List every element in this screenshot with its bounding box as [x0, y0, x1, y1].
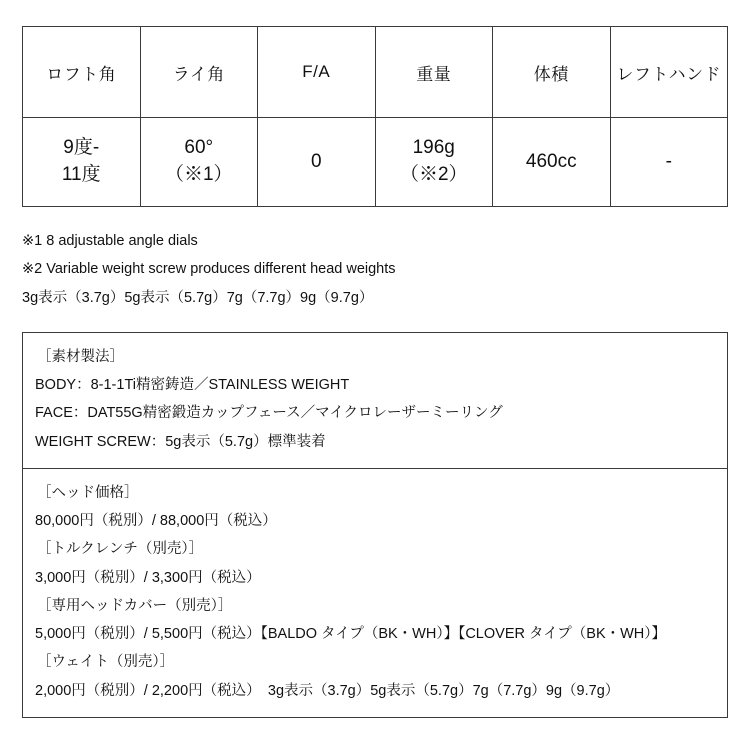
cell-fa-line1: 0 [310, 150, 322, 172]
cell-weight-line1: 196g [412, 137, 455, 159]
price-section [23, 468, 727, 717]
cell-fa [258, 118, 376, 207]
spec-table-head [23, 27, 728, 118]
table-header-row [23, 27, 728, 118]
wrench-price-heading: ［トルクレンチ（別売）］ [37, 541, 204, 558]
headcover-price-heading: ［専用ヘッドカバー（別売）］ [37, 597, 233, 614]
cell-lie-line2: （※1） [164, 164, 233, 185]
column-header-loft: ロフト角 [23, 27, 141, 118]
spec-table-body [23, 118, 728, 207]
cell-lefthand [610, 118, 728, 207]
cell-lefthand-line1: - [665, 150, 672, 172]
weight-price-heading: ［ウェイト（別売）］ [37, 654, 175, 671]
cell-lie-line1: 60° [184, 137, 214, 159]
column-header-volume: 体積 [493, 27, 611, 118]
headcover-price-value: 5,000円（税別）/ 5,500円（税込）【BALDO タイプ（BK・WH）】【CLOVER タイプ（BK・WH）】 [35, 626, 667, 643]
footnote-1: ※1 8 adjustable angle dials [22, 233, 198, 249]
material-face-line: FACE：DAT55G精密鍛造カップフェース／マイクロレーザーミーリング [35, 405, 503, 422]
material-heading: ［素材製法］ [37, 348, 124, 365]
weight-price-value: 2,000円（税別）/ 2,200円（税込） 3g表示（3.7g）5g表示（5.7g）7g（7.7g）9g（9.7g） [35, 682, 620, 699]
head-price-value: 80,000円（税別）/ 88,000円（税込） [35, 513, 277, 530]
cell-volume [493, 118, 611, 207]
footnote-2: ※2 Variable weight screw produces different head weights [22, 261, 396, 278]
cell-lie [140, 118, 258, 207]
cell-weight-line2: （※2） [399, 164, 468, 185]
footnotes [22, 227, 728, 312]
wrench-price-value: 3,000円（税別）/ 3,300円（税込） [35, 569, 261, 586]
cell-loft-line1: 9度- [63, 137, 100, 159]
column-header-fa: F/A [258, 27, 376, 118]
table-row [23, 118, 728, 207]
footnote-3: 3g表示（3.7g）5g表示（5.7g）7g（7.7g）9g（9.7g） [22, 289, 374, 306]
material-weightscrew-line: WEIGHT SCREW：5g表示（5.7g）標準装着 [35, 433, 326, 450]
column-header-weight: 重量 [375, 27, 493, 118]
column-header-lefthand: レフトハンド [610, 27, 728, 118]
spec-table [22, 26, 728, 207]
cell-weight [375, 118, 493, 207]
cell-loft-line2: 11度 [61, 164, 101, 185]
material-body-line: BODY：8-1-1Ti精密鋳造／STAINLESS WEIGHT [35, 377, 350, 394]
cell-loft [23, 118, 141, 207]
material-section [23, 333, 727, 468]
head-price-heading: ［ヘッド価格］ [37, 484, 139, 501]
column-header-lie: ライ角 [140, 27, 258, 118]
info-box [22, 332, 728, 718]
cell-volume-line1: 460cc [525, 150, 577, 172]
